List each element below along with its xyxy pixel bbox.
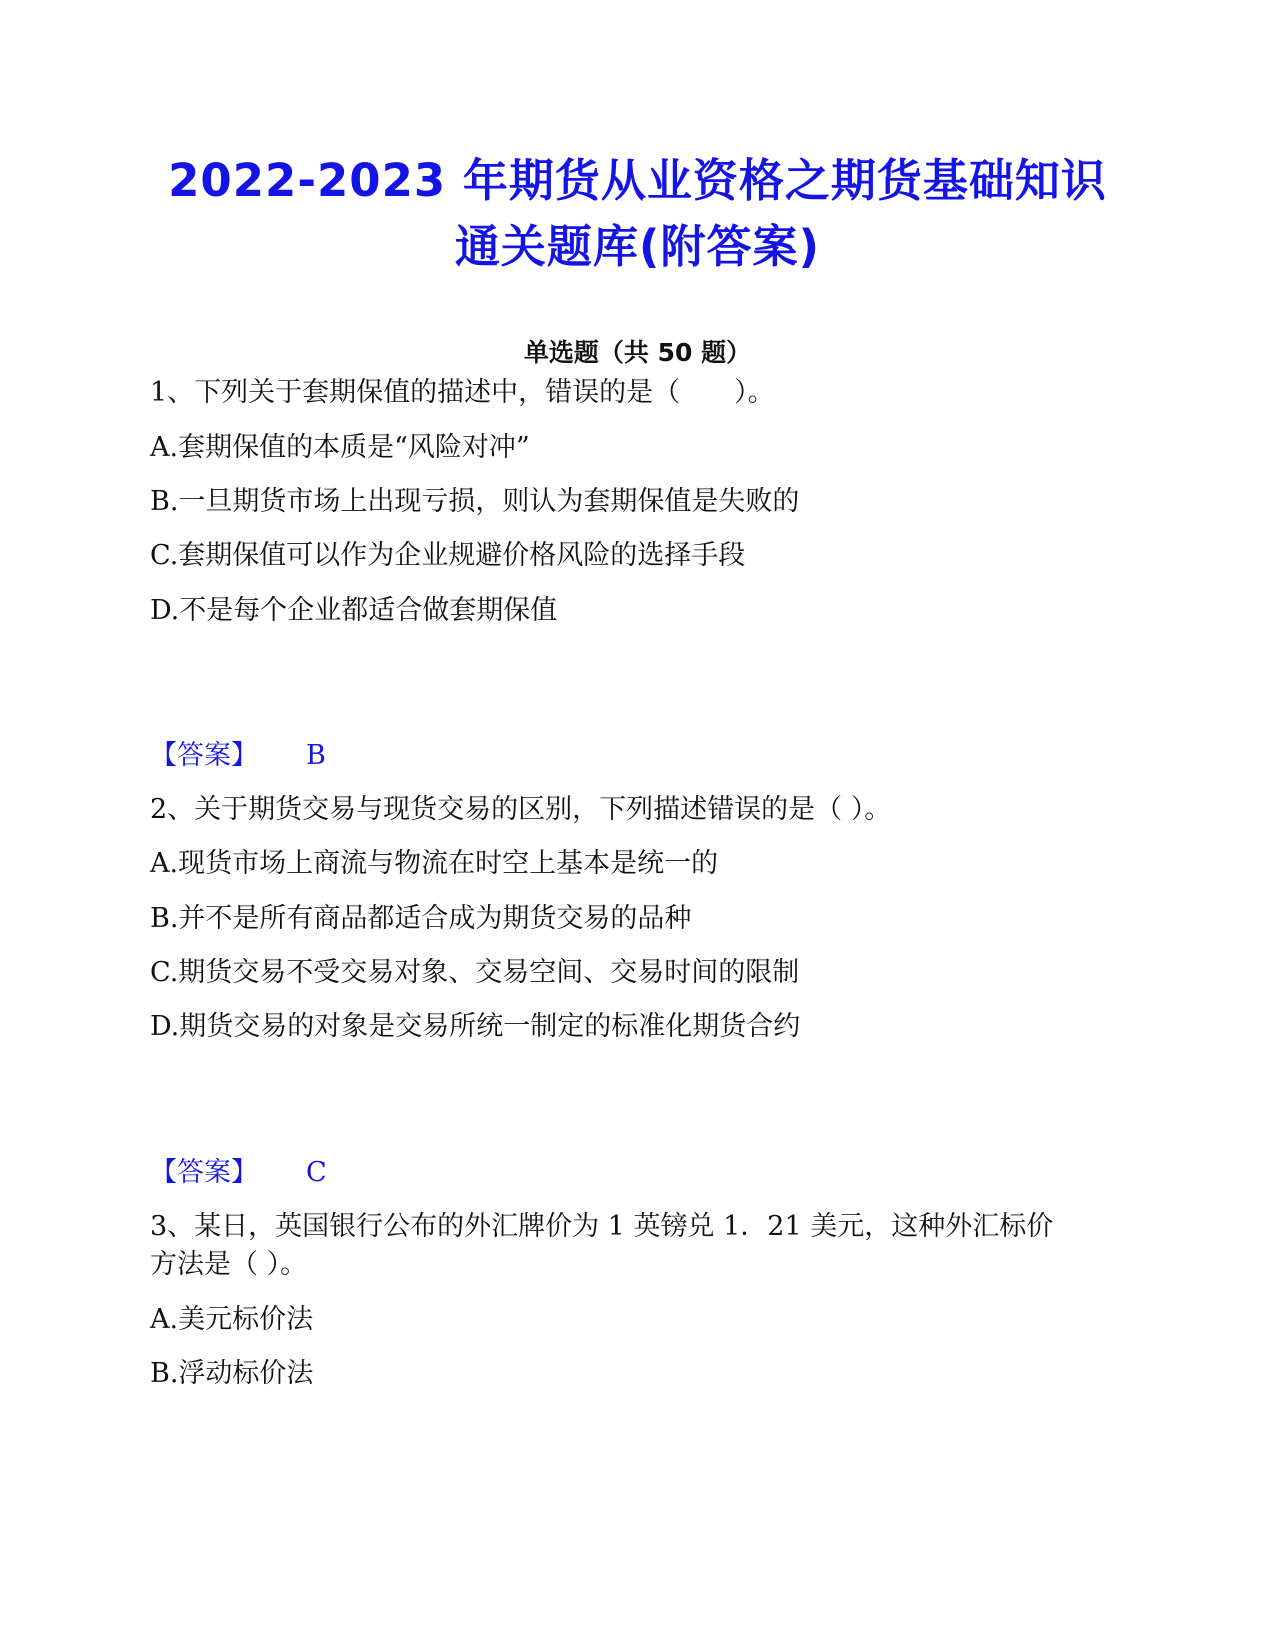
question-2-stem: 2、关于期货交易与现货交易的区别，下列描述错误的是（ ）。: [150, 794, 892, 825]
question-3-option-b: B.浮动标价法: [150, 1358, 314, 1389]
question-1-option-c: C.套期保值可以作为企业规避价格风险的选择手段: [150, 540, 746, 571]
question-1-stem: 1、下列关于套期保值的描述中，错误的是（ ）。: [150, 377, 775, 408]
question-3-stem-line-2: 方法是（ ）。: [150, 1249, 308, 1280]
document-title: [100, 148, 1175, 280]
question-2-option-c: C.期货交易不受交易对象、交易空间、交易时间的限制: [150, 957, 800, 988]
answer-label: 【答案】: [150, 740, 258, 771]
question-3-option-a: A.美元标价法: [150, 1304, 314, 1335]
title-line-2: 通关题库(附答案): [454, 220, 821, 273]
question-1-option-b: B.一旦期货市场上出现亏损，则认为套期保值是失败的: [150, 486, 800, 517]
title-line-1: 2022-2023 年期货从业资格之期货基础知识: [168, 154, 1107, 207]
question-2-option-b: B.并不是所有商品都适合成为期货交易的品种: [150, 903, 692, 934]
question-1-option-d: D.不是每个企业都适合做套期保值: [150, 595, 558, 626]
question-2-option-d: D.期货交易的对象是交易所统一制定的标准化期货合约: [150, 1011, 801, 1042]
answer-value: B: [306, 740, 326, 771]
answer-value: C: [306, 1157, 327, 1188]
question-3-stem-line-1: 3、某日，英国银行公布的外汇牌价为 1 英镑兑 1．21 美元，这种外汇标价: [150, 1211, 1054, 1242]
answer-label: 【答案】: [150, 1157, 258, 1188]
question-1-answer: [150, 734, 1110, 778]
question-1-option-a: A.套期保值的本质是“风险对冲”: [150, 432, 530, 463]
section-heading: 单选题（共 50 题）: [523, 338, 752, 367]
question-2-option-a: A.现货市场上商流与物流在时空上基本是统一的: [150, 848, 719, 879]
question-2-answer: [150, 1151, 1110, 1195]
